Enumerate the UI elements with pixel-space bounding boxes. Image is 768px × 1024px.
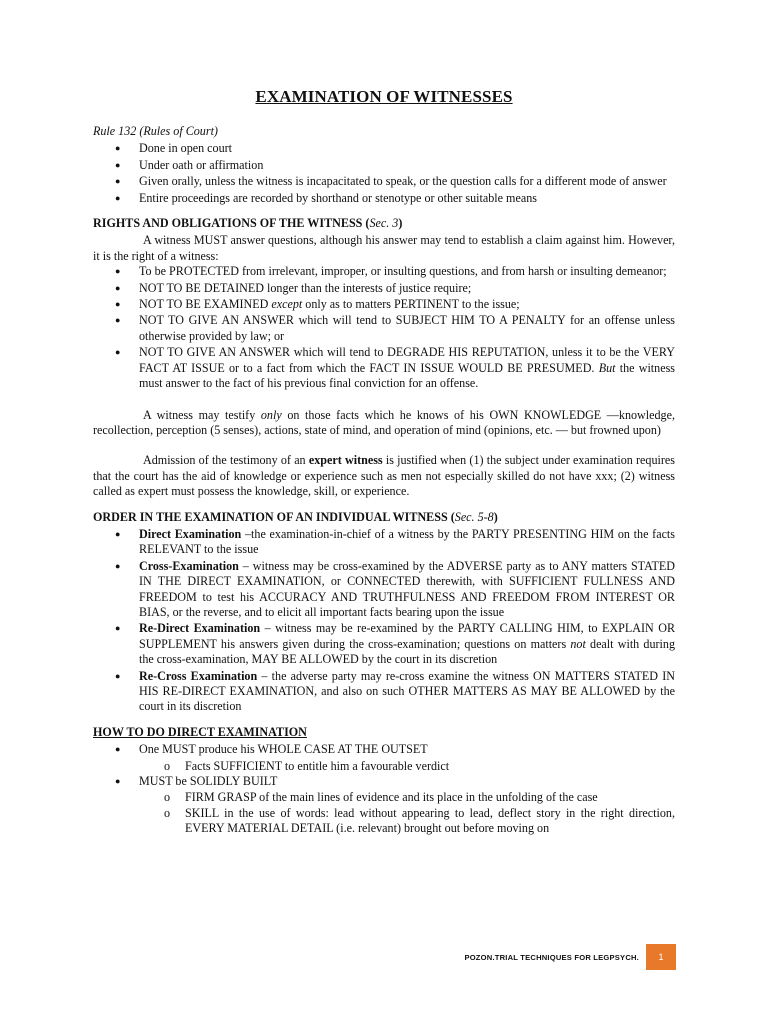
sub-bullet-icon: o: [164, 790, 171, 805]
bullet-icon: ●: [115, 776, 121, 787]
intro-bullet-list: [93, 141, 675, 206]
list-item: ● Direct Examination –the examination-in-chief of a witness by the PARTY PRESENTING HIM on the facts RELEVANT to the issue: [115, 526, 676, 557]
bullet-icon: ●: [115, 528, 121, 539]
list-item: ● Given orally, unless the witness is incapacitated to speak, or the question calls for a different mode of answer: [115, 174, 667, 189]
bullet-icon: ●: [115, 670, 121, 681]
bullet-icon: ●: [115, 266, 121, 277]
list-item: o Facts SUFFICIENT to entitle him a favourable verdict: [164, 758, 450, 773]
page-content: [93, 86, 675, 837]
list-item: ● To be PROTECTED from irrelevant, improper, or insulting questions, and from harsh or insulting demeanor;: [115, 264, 667, 279]
bullet-icon: ●: [115, 347, 121, 358]
section-heading-direct: HOW TO DO DIRECT EXAMINATION: [93, 724, 307, 739]
bullet-icon: ●: [115, 744, 121, 755]
direct-sub-list: [93, 759, 675, 774]
list-item: ● Under oath or affirmation: [115, 157, 264, 172]
bullet-icon: ●: [115, 176, 121, 187]
direct-bullet-list: [93, 742, 675, 757]
section-heading-rights: RIGHTS AND OBLIGATIONS OF THE WITNESS (Sec. 3): [93, 216, 403, 231]
list-item: ● Re-Direct Examination – witness may be re-examined by the PARTY CALLING HIM, to EXPLAIN OR SUPPLEMENT his answers given during the cross-examination; questions on matters not dealt with during the cross-examination, MAY BE ALLOWED by the court in its discretion: [115, 621, 676, 667]
rights-bullet-list: [93, 264, 675, 391]
document-title: EXAMINATION OF WITNESSES: [255, 87, 513, 106]
rule-reference: Rule 132 (Rules of Court): [93, 124, 218, 138]
direct-sub-list-2: [93, 790, 675, 836]
list-item: ● Cross-Examination – witness may be cross-examined by the ADVERSE party as to ANY matters STATED IN THE DIRECT EXAMINATION, or CONNECTED therewith, with SUFFICIENT FULLNESS AND FREEDOM to test his ACCURACY AND TRUTHFULNESS AND FREEDOM FROM INTEREST OR BIAS, or the reverse, and to elicit all important facts bearing upon the issue: [115, 558, 675, 619]
list-item: ● MUST be SOLIDLY BUILT: [115, 774, 278, 789]
sub-bullet-icon: o: [164, 805, 171, 820]
page-footer: [454, 944, 676, 970]
footer-text: POZON.TRIAL TECHNIQUES FOR LEGPSYCH.: [464, 952, 639, 962]
order-bullet-list: [93, 527, 675, 715]
bullet-icon: ●: [115, 315, 121, 326]
list-item: ● Done in open court: [115, 141, 233, 156]
list-item: ● NOT TO BE DETAINED longer than the interests of justice require;: [115, 280, 472, 295]
bullet-icon: ●: [115, 299, 121, 310]
list-item: ● NOT TO GIVE AN ANSWER which will tend to SUBJECT HIM TO A PENALTY for an offense unless otherwise provided by law; or: [115, 313, 675, 343]
list-item: ● One MUST produce his WHOLE CASE AT THE OUTSET: [115, 742, 428, 757]
bullet-icon: ●: [115, 159, 121, 170]
section-heading-order: ORDER IN THE EXAMINATION OF AN INDIVIDUAL WITNESS (Sec. 5-8): [93, 509, 498, 524]
direct-bullet-list-2: [93, 774, 675, 789]
list-item: ● Entire proceedings are recorded by shorthand or stenotype or other suitable means: [115, 190, 537, 205]
bullet-icon: ●: [115, 143, 121, 154]
bullet-icon: ●: [115, 282, 121, 293]
bullet-icon: ●: [115, 623, 121, 634]
bullet-icon: ●: [115, 192, 121, 203]
list-item: ● Re-Cross Examination – the adverse party may re-cross examine the witness ON MATTERS STATED IN HIS RE-DIRECT EXAMINATION, and also on such OTHER MATTERS AS MAY BE ALLOWED by the court in its discretion: [115, 668, 675, 714]
list-item: o FIRM GRASP of the main lines of evidence and its place in the unfolding of the case: [164, 790, 598, 805]
bullet-icon: ●: [115, 560, 121, 571]
page-number-badge: 1: [646, 944, 676, 970]
list-item: o SKILL in the use of words: lead without appearing to lead, deflect story in the right direction, EVERY MATERIAL DETAIL (i.e. relevant) brought out before moving on: [164, 805, 675, 836]
expert-witness-paragraph: Admission of the testimony of an expert witness is justified when (1) the subject under examination requires that the court has the aid of knowledge or experience such as men not especially skilled do not have xxx; (2) witness called as expert must possess the knowledge, skill, or experience.: [93, 453, 675, 499]
own-knowledge-paragraph: A witness may testify only on those facts which he knows of his OWN KNOWLEDGE —knowledge, recollection, perception (5 senses), actions, state of mind, and operation of mind (opinions, etc. — but frowned upon): [93, 407, 675, 437]
rights-paragraph: A witness MUST answer questions, although his answer may tend to establish a claim against him. However, it is the right of a witness:: [93, 233, 675, 263]
list-item: ● NOT TO GIVE AN ANSWER which will tend to DEGRADE HIS REPUTATION, unless it to be the VERY FACT AT ISSUE or to a fact from which the FACT IN ISSUE WOULD BE PRESUMED. But the witness must answer to the fact of his previous final conviction for an offense.: [115, 345, 675, 391]
list-item: ● NOT TO BE EXAMINED except only as to matters PERTINENT to the issue;: [115, 297, 520, 312]
sub-bullet-icon: o: [164, 758, 171, 773]
